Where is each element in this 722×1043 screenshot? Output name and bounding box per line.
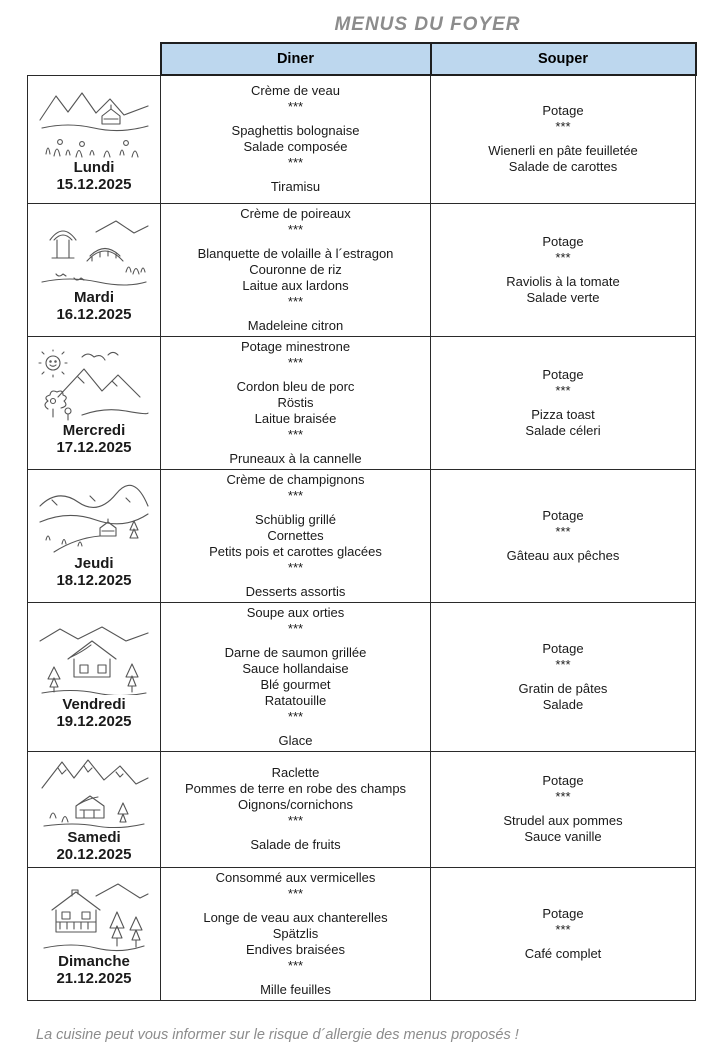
course-separator: *** [555,789,571,804]
menu-item: Consommé aux vermicelles [215,869,376,885]
menu-line-gap [165,310,426,318]
menu-item: Salade de carottes [508,159,618,175]
diner-cell [161,867,431,1000]
menu-item: Darne de saumon grillée [224,644,367,660]
mountain-chalet-sketch-icon [30,755,158,829]
menu-item: Longe de veau aux chanterelles [203,909,388,925]
menu-item: Blé gourmet [260,676,331,692]
menu-item: Sauce vanille [524,829,602,844]
weekly-menu-table [27,42,697,1001]
day-date: 16.12.2025 [56,306,132,323]
course-separator: *** [287,293,304,309]
course-separator: *** [555,921,571,937]
chalet-balcony-pines-sketch-icon [30,879,158,953]
menu-table-body [28,75,696,1000]
day-date: 20.12.2025 [56,845,132,863]
menu-line-gap [435,673,691,681]
menu-line-gap [165,238,426,246]
day-cell [28,469,161,602]
diner-cell [161,751,431,867]
alpine-valley-hut-sketch-icon [30,481,158,555]
menu-item: Spaghettis bolognaise [231,123,360,139]
diner-cell [161,336,431,469]
course-separator: *** [287,221,304,237]
mountain-lake-meadow-sketch-icon [30,85,158,159]
menu-item: Endives braisées [246,941,345,957]
day-cell [28,75,161,203]
menu-item: Potage [542,640,584,656]
menu-item: Desserts assortis [245,583,346,599]
menu-item: Salade [542,696,584,712]
day-name: Vendredi [62,696,126,713]
diner-cell [161,75,431,203]
day-name: Dimanche [58,953,130,970]
day-cell [28,336,161,469]
menu-item: Blanquette de volaille à l´estragon [197,245,394,261]
day-cell [28,602,161,751]
smiling-sun-mountains-flowers-sketch-icon [30,348,158,422]
menu-item: Glace [278,732,313,748]
menu-item: Potage [542,366,584,382]
menu-item: Röstis [277,394,314,410]
souper-cell [431,75,696,203]
menu-item: Pruneaux à la cannelle [229,450,362,466]
menu-line-gap [165,725,426,733]
menu-line-gap [165,637,426,645]
diner-cell [161,469,431,602]
menu-item: Potage [542,507,584,523]
menu-item: Tiramisu [270,179,321,195]
souper-cell [431,867,696,1000]
allergy-note: La cuisine peut vous informer sur le risque d´allergie des menus proposés ! [36,1026,519,1043]
course-separator: *** [555,249,571,265]
menu-item: Salade de fruits [250,837,341,852]
column-header-souper: Souper [431,43,696,75]
menu-item: Laitue braisée [254,410,337,426]
menu-item: Madeleine citron [247,317,344,333]
snowy-house-pines-sketch-icon [30,622,158,696]
menu-item: Raclette [271,765,320,780]
menu-item: Laitue aux lardons [242,277,349,293]
course-separator: *** [287,487,304,503]
menu-item: Café complet [524,945,602,961]
menu-line-gap [435,135,691,143]
course-separator: *** [287,426,304,442]
menu-item: Crème de champignons [226,471,365,487]
course-separator: *** [287,354,304,370]
menu-item: Gâteau aux pêches [506,547,620,563]
menu-item: Oignons/cornichons [238,797,353,812]
souper-cell [431,203,696,336]
menu-item: Spätzlis [272,925,319,941]
header-spacer-cell [28,43,161,75]
souper-cell [431,336,696,469]
menu-item: Salade verte [526,289,600,305]
menu-line-gap [165,576,426,584]
menu-day-row [28,203,696,336]
menu-day-row [28,602,696,751]
diner-cell [161,203,431,336]
course-separator: *** [287,957,304,973]
menu-item: Potage [542,905,584,921]
souper-cell [431,751,696,867]
menu-item: Couronne de riz [249,261,342,277]
menu-day-row [28,751,696,867]
day-name: Jeudi [74,555,114,572]
course-separator: *** [287,155,304,171]
menu-line-gap [165,171,426,179]
menu-day-row [28,75,696,203]
menu-item: Wienerli en pâte feuilletée [488,143,638,159]
day-date: 21.12.2025 [56,970,132,987]
course-separator: *** [555,382,571,398]
menu-line-gap [165,504,426,512]
menu-line-gap [435,805,691,813]
menu-item: Salade céleri [525,422,601,438]
course-separator: *** [555,119,571,135]
souper-cell [431,602,696,751]
menu-item: Petits pois et carottes glacées [209,543,382,559]
menu-day-row [28,469,696,602]
menu-item: Potage [542,103,584,119]
menu-day-row [28,867,696,1000]
day-date: 18.12.2025 [56,572,132,589]
column-header-diner: Diner [161,43,431,75]
menu-item: Ratatouille [264,692,327,708]
menu-item: Pommes de terre en robe des champs [184,781,407,796]
menu-day-row [28,336,696,469]
menu-line-gap [165,371,426,379]
menu-line-gap [435,938,691,946]
day-name: Mardi [73,289,114,306]
menu-page [0,14,722,1043]
title-row [27,14,695,36]
day-date: 19.12.2025 [56,713,132,730]
menu-line-gap [435,399,691,407]
menu-item: Gratin de pâtes [518,680,608,696]
day-cell [28,751,161,867]
menu-item: Pizza toast [531,406,595,422]
menu-line-gap [435,540,691,548]
menu-line-gap [165,443,426,451]
menu-line-gap [165,902,426,910]
day-name: Lundi [73,158,115,176]
menu-item: Crème de veau [251,83,340,99]
menu-item: Strudel aux pommes [503,813,623,828]
menu-item: Mille feuilles [260,981,331,997]
menu-line-gap [165,115,426,123]
menu-item: Cornettes [267,527,324,543]
souper-cell [431,469,696,602]
menu-item: Salade composée [243,139,348,155]
menu-item: Potage [542,773,584,788]
menu-item: Potage minestrone [240,338,351,354]
day-date: 15.12.2025 [56,175,132,193]
menu-line-gap [435,266,691,274]
course-separator: *** [287,620,304,636]
menu-item: Potage [542,233,584,249]
day-name: Samedi [67,828,121,846]
table-header-row [28,43,696,75]
menu-item: Crème de poireaux [240,205,351,221]
course-separator: *** [287,885,304,901]
menu-item: Soupe aux orties [246,604,345,620]
course-separator: *** [555,523,571,539]
menu-item: Schüblig grillé [255,511,336,527]
menu-line-gap [165,829,426,837]
menu-line-gap [165,974,426,982]
day-date: 17.12.2025 [56,439,132,456]
menu-item: Sauce hollandaise [242,660,349,676]
menu-item: Cordon bleu de porc [236,378,355,394]
day-cell [28,867,161,1000]
day-cell [28,203,161,336]
menu-item: Raviolis à la tomate [506,273,620,289]
page-title: MENUS DU FOYER [334,14,521,35]
garden-gazebo-bridge-sketch-icon [30,215,158,289]
course-separator: *** [287,99,304,115]
diner-cell [161,602,431,751]
day-name: Mercredi [62,422,126,439]
course-separator: *** [287,559,304,575]
course-separator: *** [555,656,571,672]
course-separator: *** [287,813,304,828]
course-separator: *** [287,708,304,724]
